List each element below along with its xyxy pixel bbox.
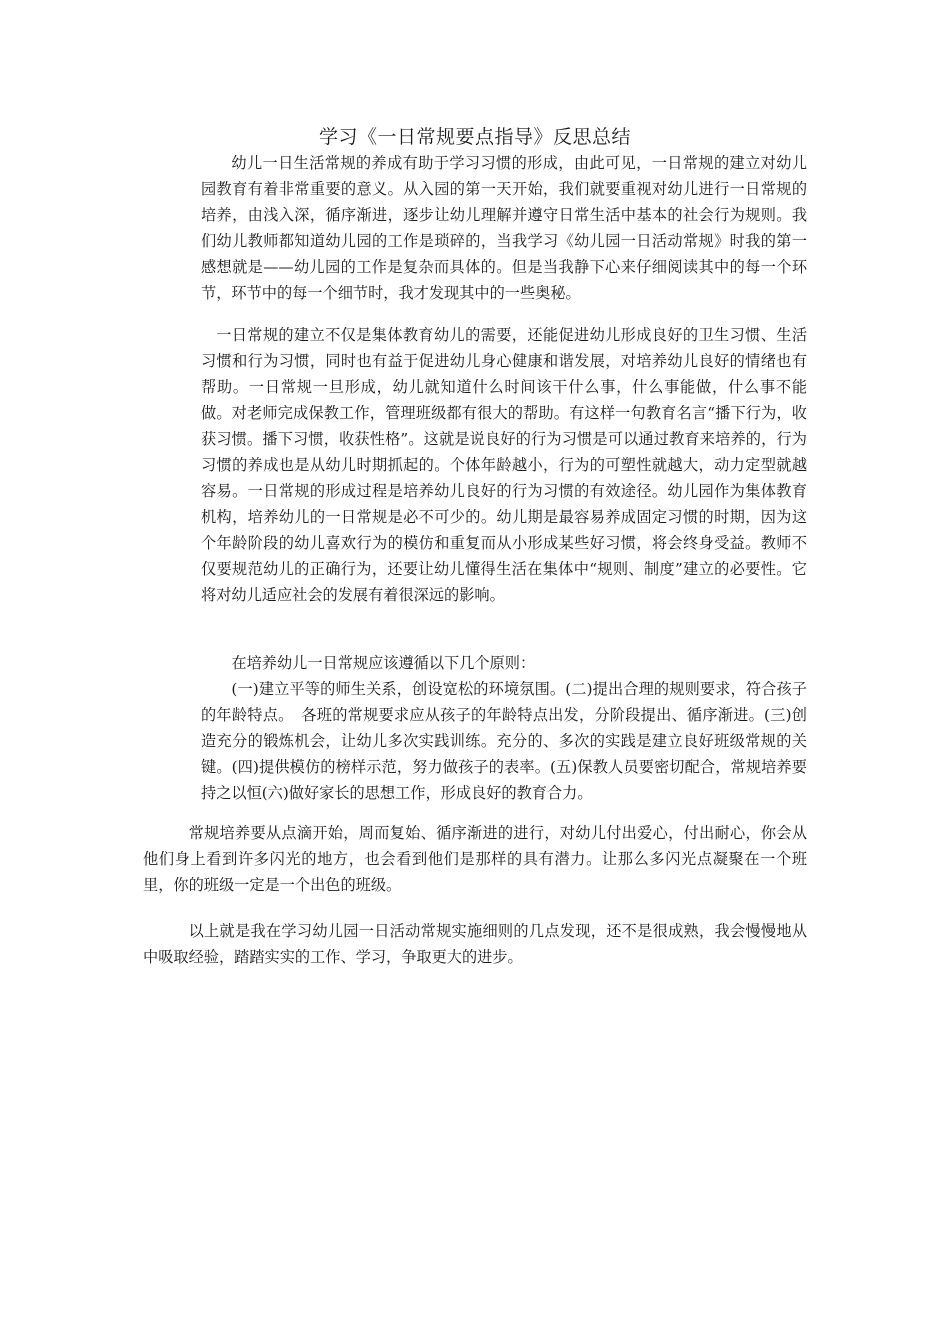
paragraph-conclusion: 以上就是我在学习幼儿园一日活动常规实施细则的几点发现，还不是很成熟，我会慢慢地从中吸取经验，踏踏实实的工作、学习，争取更大的进步。	[143, 922, 807, 966]
paragraph-benefits: 一日常规的建立不仅是集体教育幼儿的需要，还能促进幼儿形成良好的卫生习惯、生活习惯和行为习惯，同时也有益于促进幼儿身心健康和谐发展，对培养幼儿良好的情绪也有帮助。一日常规一旦形成，幼儿就知道什么时间该干什么事，什么事能做，什么事不能做。对老师完成保教工作，管理班级都有很大的帮助。有这样一句教育名言“播下行为，收获习惯。播下习惯，收获性格”。这就是说良好的行为习惯是可以通过教育来培养的，行为习惯的养成也是从幼儿时期抓起的。个体年龄越小，行为的可塑性就越大，动力定型就越容易。一日常规的形成过程是培养幼儿良好的行为习惯的有效途径。幼儿园作为集体教育机构，培养幼儿的一日常规是必不可少的。幼儿期是最容易养成固定习惯的时期，因为这个年龄阶段的幼儿喜欢行为的模仿和重复而从小形成某些好习惯，将会终身受益。教师不仅要规范幼儿的正确行为，还要让幼儿懂得生活在集体中“规则、制度”建立的必要性。它将对幼儿适应社会的发展有着很深远的影响。	[201, 326, 807, 604]
paragraph-principles-intro: 在培养幼儿一日常规应该遵循以下几个原则：	[231, 654, 536, 672]
document-title: 学习《一日常规要点指导》反思总结	[318, 126, 631, 148]
paragraph-cultivation: 常规培养要从点滴开始，周而复始、循序渐进的进行，对幼儿付出爱心，付出耐心，你会从他们身上看到许多闪光的地方，也会看到他们是那样的具有潜力。让那么多闪光点凝聚在一个班里，你的班级一定是一个出色的班级。	[143, 824, 807, 894]
paragraph-importance: 幼儿一日生活常规的养成有助于学习习惯的形成，由此可见，一日常规的建立对幼儿园教育有着非常重要的意义。从入园的第一天开始，我们就要重视对幼儿进行一日常规的培养，由浅入深，循序渐进，逐步让幼儿理解并遵守日常生活中基本的社会行为规则。我们幼儿教师都知道幼儿园的工作是琐碎的，当我学习《幼儿园一日活动常规》时我的第一感想就是——幼儿园的工作是复杂而具体的。但是当我静下心来仔细阅读其中的每一个环节，环节中的每一个细节时，我才发现其中的一些奥秘。	[201, 154, 807, 302]
paragraph-principles-list: (一)建立平等的师生关系，创设宽松的环境氛围。(二)提出合理的规则要求，符合孩子的年龄特点。 各班的常规要求应从孩子的年龄特点出发，分阶段提出、循序渐进。(三)创造充分的锻炼机会，让幼儿多次实践训练。充分的、多次的实践是建立良好班级常规的关键。(四)提供模仿的榜样示范，努力做孩子的表率。(五)保教人员要密切配合，常规培养要持之以恒(六)做好家长的思想工作，形成良好的教育合力。	[201, 680, 807, 802]
